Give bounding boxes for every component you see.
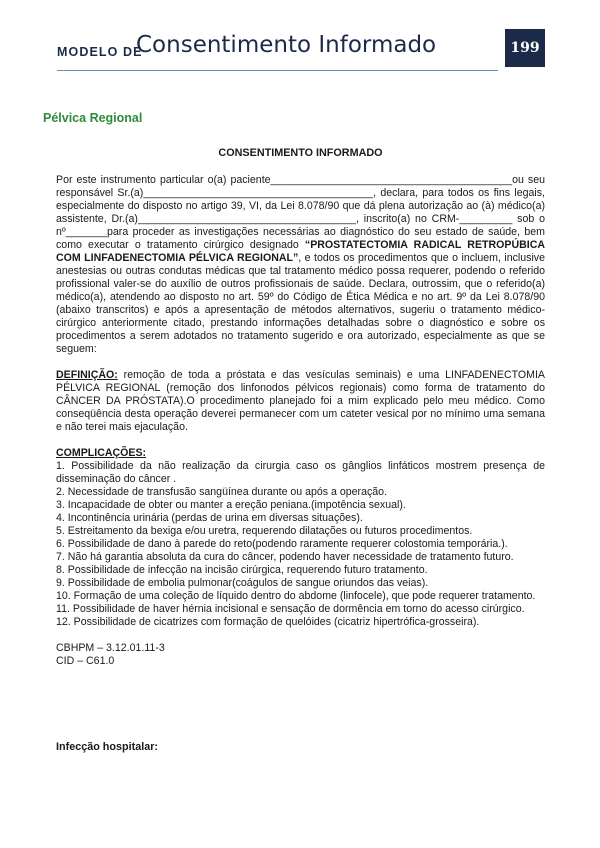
consent-document bbox=[56, 147, 545, 668]
definition-paragraph bbox=[56, 369, 545, 434]
page-number-badge: 199 bbox=[505, 29, 545, 67]
list-item: 1. Possibilidade da não realização da cirurgia caso os gânglios linfáticos mostrem presença de disseminação do câncer . bbox=[56, 460, 545, 485]
cid-code: CID – C61.0 bbox=[56, 655, 115, 667]
list-item: 4. Incontinência urinária (perdas de urina em diversas situações). bbox=[56, 512, 363, 524]
intro-paragraph bbox=[56, 174, 545, 356]
complications-list bbox=[56, 460, 545, 629]
list-item: 12. Possibilidade de cicatrizes com formação de quelóides (cicatriz hipertrófica-grosseira). bbox=[56, 616, 480, 628]
cbhpm-code: CBHPM – 3.12.01.11-3 bbox=[56, 642, 165, 654]
header-divider bbox=[57, 70, 498, 71]
procedure-name: “PROSTATECTOMIA RADICAL RETROPÚBICA COM LINFADENECTOMIA PÉLVICA REGIONAL” bbox=[56, 239, 545, 264]
intro-text-1: Por este instrumento particular o(a) paciente_________________________________________ou seu responsável Sr.(a)_______________________________________, declara, para todos os fins legais, especialmente do disposto no artigo 39, VI, da Lei 8.078/90 que dá plena autorização ao (à) médico(a) assistente, Dr.(a)_____________________________________, inscrito(a) no CRM-_________ sob o nº_______para proceder as investigações necessárias ao diagnóstico do seu estado de saúde, bem como executar o tratamento cirúrgico designado bbox=[56, 174, 545, 251]
infection-section-title: Infecção hospitalar: bbox=[56, 741, 158, 753]
intro-text-2: , e todos os procedimentos que o incluem, inclusive anestesias ou outras condutas médicas que tal tratamento médico possa requerer, podendo o referido profissional valer-se do auxílio de outros profissionais de saúde. Declara, outrossim, que o referido(a) médico(a), atendendo ao disposto no art. 59º do Código de Ética Médica e no art. 9º da Lei 8.078/90 (abaixo transcritos) e após a apresentação de métodos alternativos, sugeriu o tratamento médico-cirúrgico anteriormente citado, prestando informações detalhadas sobre o diagnóstico e sobre os procedimentos a serem adotados no tratamento sugerido e ora autorizado, especialmente as que se seguem: bbox=[56, 252, 545, 355]
list-item: 9. Possibilidade de embolia pulmonar(coágulos de sangue oriundos das veias). bbox=[56, 577, 429, 589]
header-title: Consentimento Informado bbox=[136, 32, 437, 58]
list-item: 10. Formação de uma coleção de líquido dentro do abdome (linfocele), que pode requerer tratamento. bbox=[56, 590, 536, 602]
document-title: CONSENTIMENTO INFORMADO bbox=[218, 147, 383, 159]
header-prefix: MODELO DE bbox=[57, 45, 143, 59]
list-item: 6. Possibilidade de dano à parede do reto(podendo raramente requerer colostomia temporária.). bbox=[56, 538, 508, 550]
list-item: 5. Estreitamento da bexiga e/ou uretra, requerendo dilatações ou futuros procedimentos. bbox=[56, 525, 473, 537]
definition-label: DEFINIÇÃO: bbox=[56, 369, 118, 381]
section-title: Pélvica Regional bbox=[43, 111, 143, 125]
list-item: 2. Necessidade de transfusão sangüínea durante ou após a operação. bbox=[56, 486, 387, 498]
complications-title: COMPLICAÇÕES: bbox=[56, 447, 147, 459]
list-item: 3. Incapacidade de obter ou manter a ereção peniana.(impotência sexual). bbox=[56, 499, 406, 511]
list-item: 11. Possibilidade de haver hérnia incisional e sensação de dormência em torno do acesso cirúrgico. bbox=[56, 603, 525, 615]
list-item: 7. Não há garantia absoluta da cura do câncer, podendo haver necessidade de tratamento futuro. bbox=[56, 551, 514, 563]
page-header bbox=[57, 22, 527, 70]
list-item: 8. Possibilidade de infecção na incisão cirúrgica, requerendo futuro tratamento. bbox=[56, 564, 428, 576]
definition-text: remoção de toda a próstata e das vesículas seminais) e uma LINFADENECTOMIA PÉLVICA REGIONAL (remoção dos linfonodos pélvicos regionais) como forma de tratamento do CÂNCER DA PRÓSTATA).O procedimento planejado foi a mim explicado pelo meu médico. Como conseqüência desta operação deverei permanecer com um cateter vesical por no mínimo uma semana e não terei mais ejaculação. bbox=[56, 369, 545, 433]
